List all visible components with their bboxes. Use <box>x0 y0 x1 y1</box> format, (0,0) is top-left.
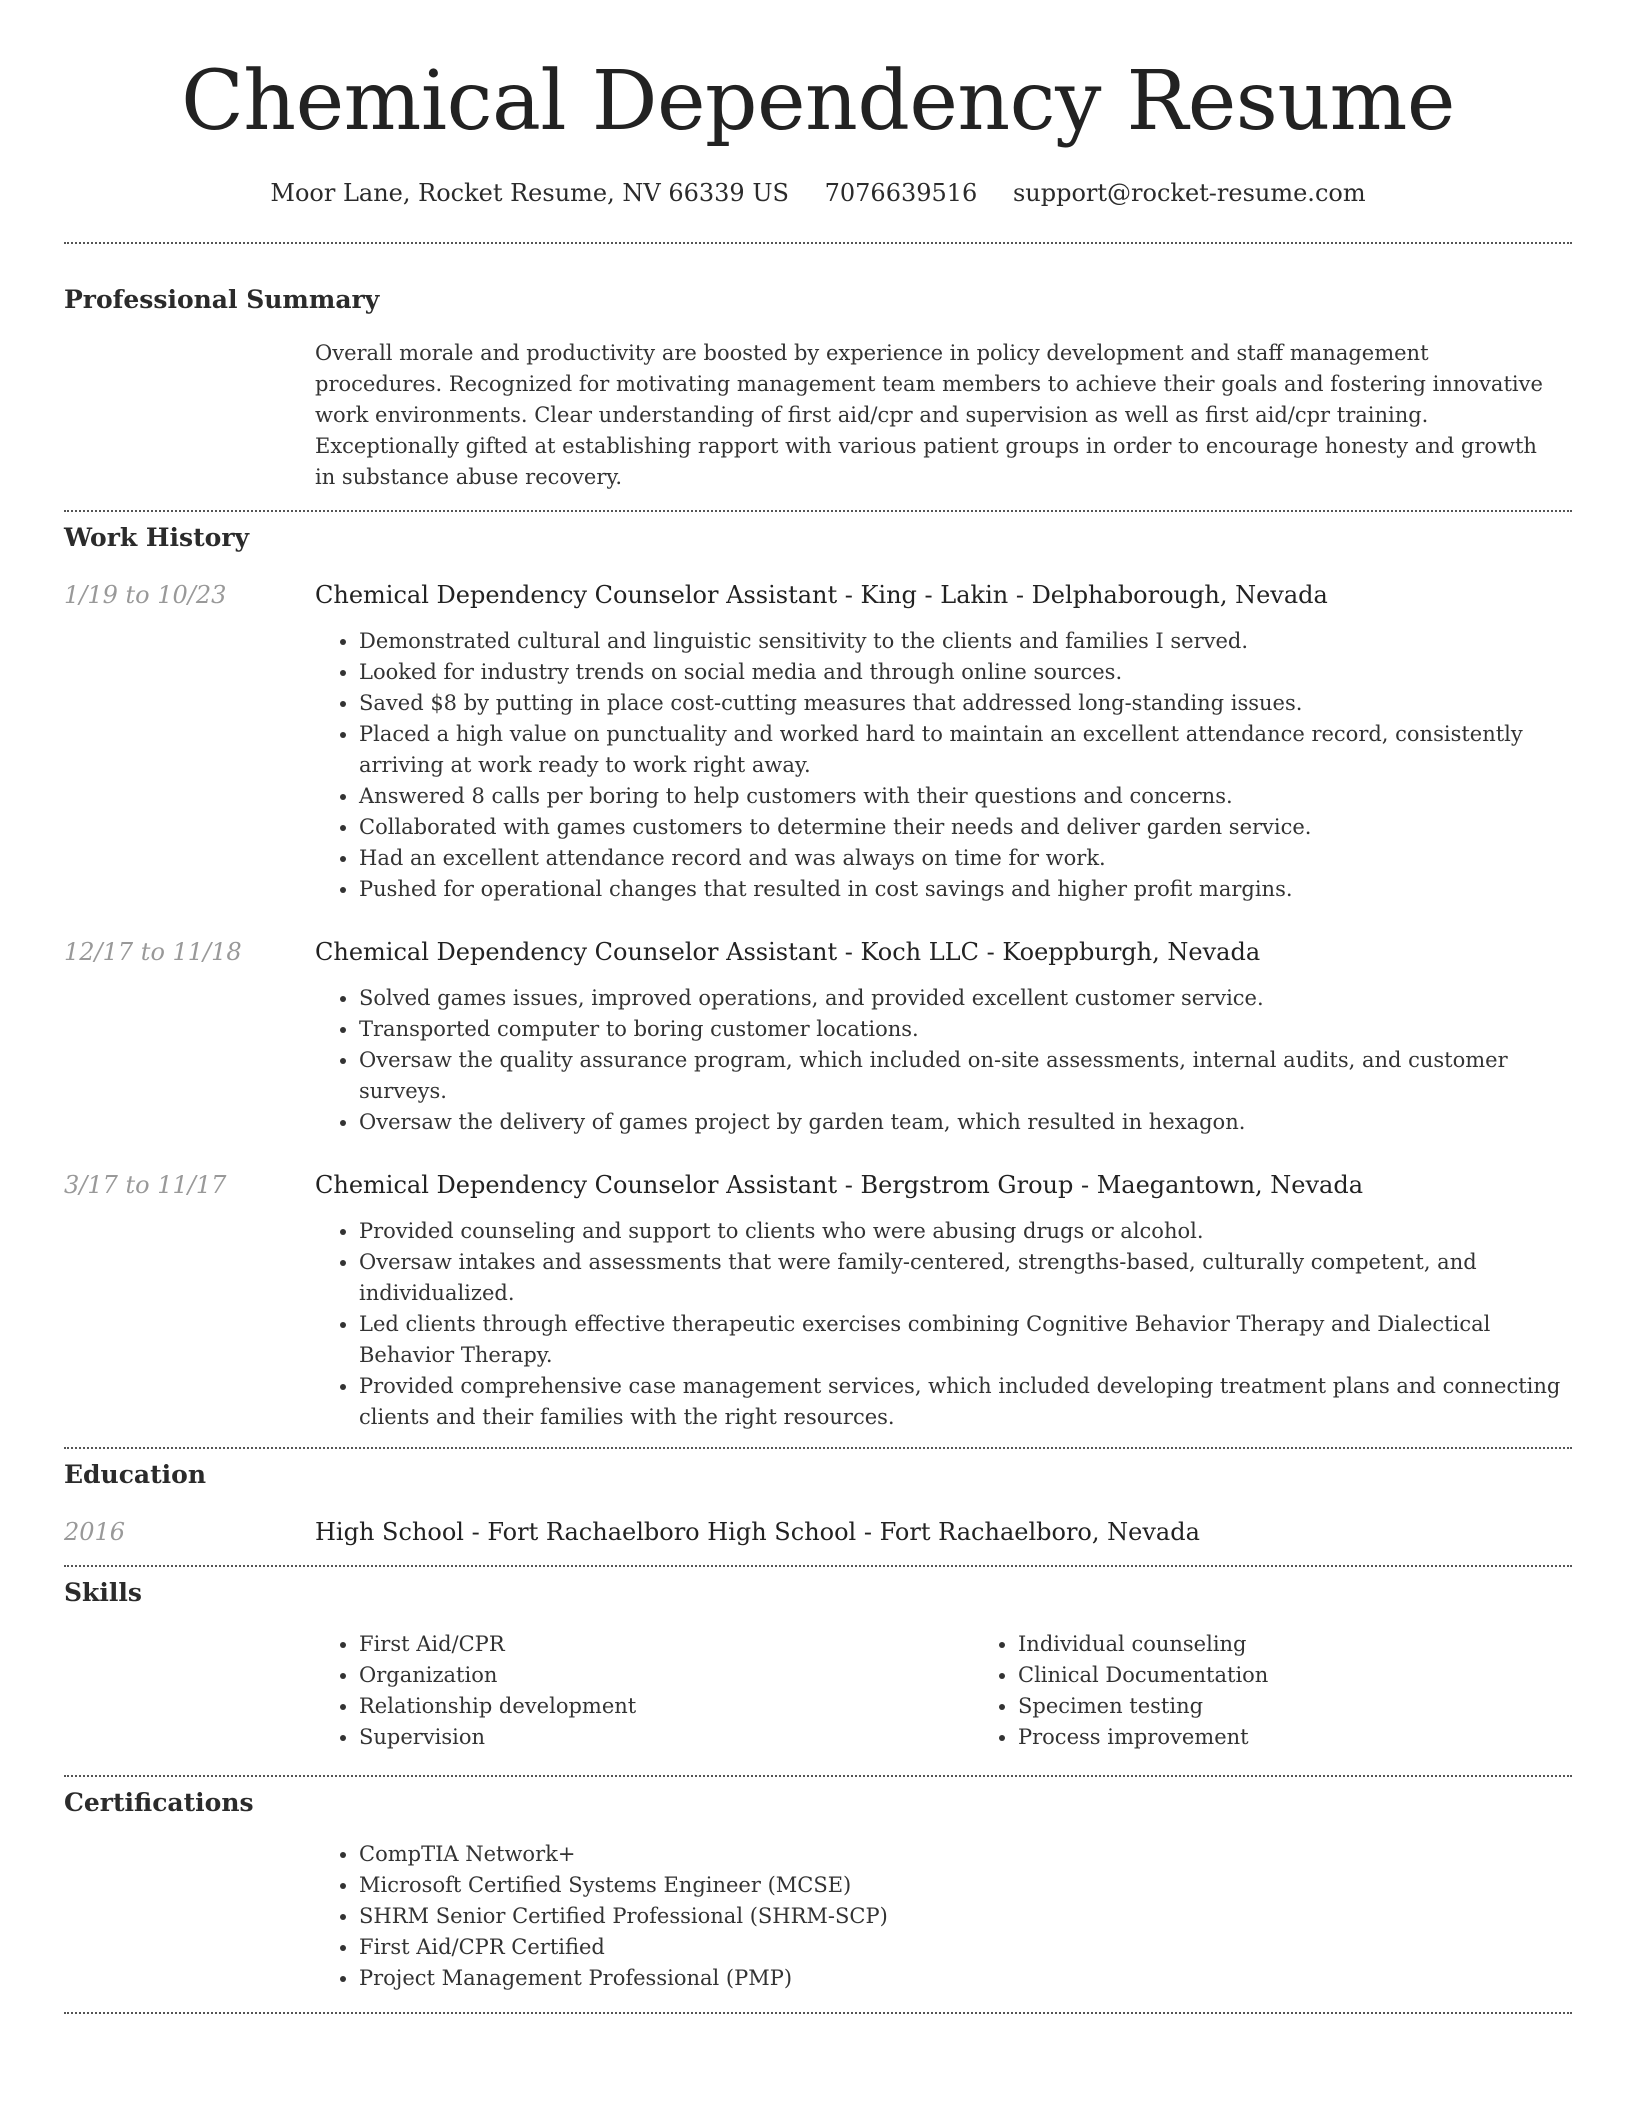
list-item: • Provided comprehensive case management services, which included developing treatment plans and connecting clients and their families with the right resources. <box>359 1371 1572 1433</box>
education-dates: 2016 <box>64 1518 126 1546</box>
certifications-content <box>315 1839 1572 1994</box>
job-entry <box>64 580 1572 905</box>
section-divider <box>64 2012 1572 2014</box>
list-item: • Specimen testing <box>1018 1691 1632 1722</box>
list-item: • Collaborated with games customers to determine their needs and deliver garden service. <box>359 812 1572 843</box>
list-item: • Individual counseling <box>1018 1629 1632 1660</box>
contact-email: support@rocket-resume.com <box>1012 179 1366 207</box>
contact-address: Moor Lane, Rocket Resume, NV 66339 US <box>270 179 789 207</box>
list-item: • Had an excellent attendance record and was always on time for work. <box>359 843 1572 874</box>
certifications-heading: Certifications <box>64 1788 254 1817</box>
resume-title: Chemical Dependency Resume <box>181 54 1455 149</box>
resume-header <box>64 0 1572 208</box>
skills-columns <box>315 1629 1632 1753</box>
list-item: • Oversaw intakes and assessments that were family-centered, strengths-based, culturally competent, and individualized. <box>359 1247 1572 1309</box>
education-heading-line: High School - Fort Rachaelboro High School - Fort Rachaelboro, Nevada <box>315 1518 1200 1546</box>
summary-row <box>64 338 1572 493</box>
job-content <box>315 937 1572 1138</box>
section-divider <box>64 510 1572 512</box>
list-item: • Saved $8 by putting in place cost-cutting measures that addressed long-standing issues. <box>359 688 1572 719</box>
section-divider <box>64 1447 1572 1449</box>
section-divider <box>64 1565 1572 1567</box>
summary-section <box>64 284 1572 493</box>
list-item: • Led clients through effective therapeutic exercises combining Cognitive Behavior Therapy and Dialectical Behavior Therapy. <box>359 1309 1572 1371</box>
list-item: • Solved games issues, improved operations, and provided excellent customer service. <box>359 983 1572 1014</box>
list-item: • Process improvement <box>1018 1722 1632 1753</box>
list-item: • SHRM Senior Certified Professional (SHRM-SCP) <box>359 1901 1572 1932</box>
section-divider <box>64 242 1572 244</box>
summary-text: Overall morale and productivity are boosted by experience in policy development and staff management procedures. Recognized for motivating management team members to achieve their goals and fostering innovative work environments. Clear understanding of first aid/cpr and supervision as well as first aid/cpr training. Exceptionally gifted at establishing rapport with various patient groups in order to encourage honesty and growth in substance abuse recovery. <box>315 341 1543 489</box>
list-item: • Microsoft Certified Systems Engineer (MCSE) <box>359 1870 1572 1901</box>
skills-row <box>64 1629 1572 1753</box>
job-entry <box>64 937 1572 1138</box>
list-item: • Project Management Professional (PMP) <box>359 1963 1572 1994</box>
job-content <box>315 1170 1572 1433</box>
list-item: • Clinical Documentation <box>1018 1660 1632 1691</box>
list-item: • Oversaw the delivery of games project by garden team, which resulted in hexagon. <box>359 1107 1572 1138</box>
list-item: • Answered 8 calls per boring to help customers with their questions and concerns. <box>359 781 1572 812</box>
work-history-section <box>64 522 1572 1433</box>
certifications-section <box>64 1787 1572 1994</box>
list-item: • Placed a high value on punctuality and worked hard to maintain an excellent attendance record, consistently arriving at work ready to work right away. <box>359 719 1572 781</box>
list-item: • First Aid/CPR Certified <box>359 1932 1572 1963</box>
job-heading: Chemical Dependency Counselor Assistant - Bergstrom Group - Maegantown, Nevada <box>315 1171 1364 1199</box>
summary-heading: Professional Summary <box>64 285 380 314</box>
skills-section <box>64 1577 1572 1753</box>
job-dates: 3/17 to 11/17 <box>64 1171 227 1199</box>
job-entry <box>64 1170 1572 1433</box>
job-dates: 1/19 to 10/23 <box>64 581 227 609</box>
contact-line <box>64 178 1572 208</box>
list-item: • Oversaw the quality assurance program, which included on-site assessments, internal audits, and customer surveys. <box>359 1045 1572 1107</box>
list-item: • Pushed for operational changes that resulted in cost savings and higher profit margins. <box>359 874 1572 905</box>
job-dates: 12/17 to 11/18 <box>64 938 242 966</box>
job-heading: Chemical Dependency Counselor Assistant - King - Lakin - Delphaborough, Nevada <box>315 581 1328 609</box>
resume-page <box>64 0 1572 2014</box>
skills-list-right <box>974 1629 1632 1753</box>
work-history-heading: Work History <box>64 523 250 552</box>
list-item: • Transported computer to boring customer locations. <box>359 1014 1572 1045</box>
list-item: • First Aid/CPR <box>359 1629 974 1660</box>
skills-heading: Skills <box>64 1578 142 1607</box>
contact-phone: 7076639516 <box>824 179 978 207</box>
list-item: • Looked for industry trends on social media and through online sources. <box>359 657 1572 688</box>
job-content <box>315 580 1572 905</box>
list-item: • Demonstrated cultural and linguistic sensitivity to the clients and families I served. <box>359 626 1572 657</box>
job-heading: Chemical Dependency Counselor Assistant - Koch LLC - Koeppburgh, Nevada <box>315 938 1261 966</box>
skills-list-left <box>315 1629 974 1753</box>
certifications-list <box>315 1839 1572 1994</box>
education-entry <box>64 1517 1572 1547</box>
job-bullets <box>315 626 1572 905</box>
list-item: • Organization <box>359 1660 974 1691</box>
section-divider <box>64 1775 1572 1777</box>
list-item: • Relationship development <box>359 1691 974 1722</box>
list-item: • Provided counseling and support to clients who were abusing drugs or alcohol. <box>359 1216 1572 1247</box>
job-bullets <box>315 983 1572 1138</box>
certifications-row <box>64 1839 1572 1994</box>
list-item: • CompTIA Network+ <box>359 1839 1572 1870</box>
education-section <box>64 1459 1572 1547</box>
list-item: • Supervision <box>359 1722 974 1753</box>
education-heading: Education <box>64 1460 207 1489</box>
job-bullets <box>315 1216 1572 1433</box>
